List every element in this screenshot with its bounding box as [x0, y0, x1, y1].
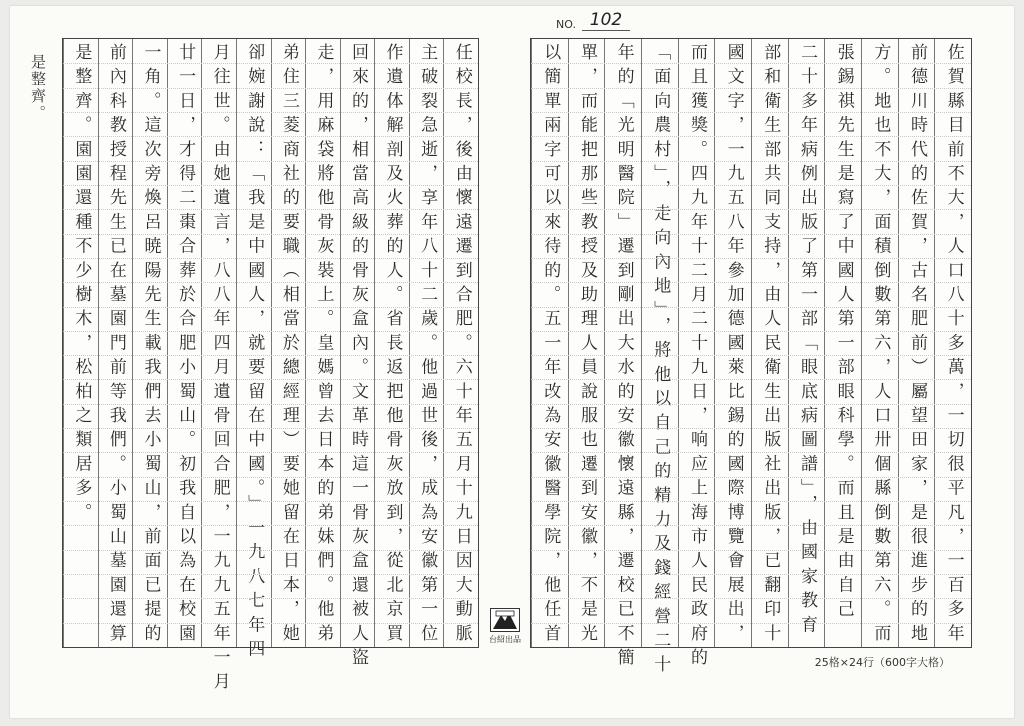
left-column-12: [63, 39, 98, 647]
right-column-10: [604, 39, 641, 673]
grid-row-line: [63, 258, 478, 259]
mountain-logo-icon: [490, 608, 520, 632]
grid-row-line: [63, 623, 478, 624]
right-column-4: [824, 39, 861, 647]
left-column-3-text: 作遺体解剖及火葬的人。省長返把他骨灰放到，從北京買: [382, 43, 403, 648]
grid-row-line: [63, 234, 478, 235]
grid-row-line: [531, 598, 971, 599]
grid-row-line: [63, 404, 478, 405]
grid-row-line: [531, 379, 971, 380]
grid-row-line: [531, 209, 971, 210]
right-column-12-text: 以簡單兩字可以來待的。五一年改為安徽醫學院，他任首: [540, 43, 561, 648]
grid-row-line: [531, 623, 971, 624]
grid-row-line: [531, 525, 971, 526]
grid-row-line: [63, 331, 478, 332]
left-column-6: [271, 39, 306, 647]
grid-row-line: [531, 404, 971, 405]
grid-row-line: [531, 258, 971, 259]
grid-row-line: [531, 355, 971, 356]
left-column-9-text: 廿一日，才得二棗合葬於合肥小蜀山。初我自以為在校園: [175, 43, 196, 648]
left-column-7-text: 卻婉謝說：「我是中國人，就要留在中國。」一九八七年四: [244, 43, 265, 664]
grid-row-line: [531, 282, 971, 283]
grid-row-line: [63, 452, 478, 453]
grid-row-line: [531, 112, 971, 113]
left-column-10: [132, 39, 167, 647]
right-column-11-text: 單，而能把那些教授及助理人員說服也遷到安徽，不是光: [576, 43, 597, 648]
grid-row-line: [531, 88, 971, 89]
page-number-label: NO.: [556, 18, 576, 31]
grid-row-line: [63, 598, 478, 599]
grid-row-line: [531, 574, 971, 575]
grid-row-line: [63, 428, 478, 429]
right-column-5-text: 二十多年病例出版了第一部「眼底病圖譜」，由國家教育: [796, 43, 817, 640]
left-column-5: [305, 39, 340, 647]
left-column-2: [409, 39, 444, 647]
right-column-5: [788, 39, 825, 647]
right-column-8-text: 而且獲獎。四九年十二月二十九日，响应上海市人民政府的: [686, 43, 707, 673]
grid-row-line: [63, 112, 478, 113]
left-column-2-text: 主破裂急逝，享年八十二歲。他過世後，成為安徽第一位: [417, 43, 438, 648]
grid-row-line: [531, 185, 971, 186]
grid-row-line: [63, 379, 478, 380]
left-manuscript-grid: [62, 38, 479, 697]
grid-row-line: [531, 452, 971, 453]
left-column-4: [340, 39, 375, 673]
left-column-11-text: 前內科教授程先生已在墓園門前等我們。小蜀山墓園還算: [105, 43, 126, 648]
right-column-2-text: 前德川時代的佐賀，古名肥前）屬望田家，是很進步的地: [906, 43, 927, 648]
left-column-12-text: 是整齊。園園還種不少樹木，松柏之類居多。: [71, 43, 92, 527]
right-column-7: [714, 39, 751, 647]
right-column-4-text: 張錫祺先生是寫了中國人第一部眼科學。而且是由自己: [833, 43, 854, 624]
grid-row-line: [531, 331, 971, 332]
left-column-1-text: 任校長，後由懷遠遷到合肥。六十年五月十九日因大動脈: [451, 43, 472, 648]
grid-row-line: [531, 63, 971, 64]
publisher-logo: [486, 608, 524, 645]
right-column-1: [934, 39, 971, 647]
left-column-4-text: 回來的，相當高級的骨灰盒內。文革時這一骨灰盒還被人盜: [347, 43, 368, 673]
grid-row-line: [63, 525, 478, 526]
right-column-2: [898, 39, 935, 647]
grid-row-line: [63, 136, 478, 137]
left-column-10-text: 一角。這次旁煥呂暁陽先生載我們去小蜀山，前面已提的: [140, 43, 161, 648]
left-column-5-text: 走，用麻袋將他骨灰裝上。皇媽曾去日本的弟妹們。他弟: [313, 43, 334, 648]
grid-row-line: [531, 161, 971, 162]
right-column-11: [568, 39, 605, 647]
grid-row-line: [531, 234, 971, 235]
grid-row-line: [63, 161, 478, 162]
left-column-1: [443, 39, 478, 647]
grid-row-line: [531, 136, 971, 137]
left-column-8: [201, 39, 236, 697]
manuscript-sheet: [10, 6, 1014, 718]
right-column-6: [751, 39, 788, 647]
grid-row-line: [63, 355, 478, 356]
grid-row-line: [63, 63, 478, 64]
right-column-7-text: 國文字，一九五八年參加德國萊比錫的國際博覽會展出，: [723, 43, 744, 648]
grid-row-line: [531, 550, 971, 551]
left-column-7: [236, 39, 271, 664]
margin-note: 是整齊。: [29, 54, 47, 122]
grid-row-line: [63, 185, 478, 186]
left-column-9: [167, 39, 202, 647]
left-column-3: [374, 39, 409, 647]
right-column-10-text: 年的「光明醫院」遷到剛出大水的安徽懷遠縣，遷校已不簡: [613, 43, 634, 673]
left-column-8-text: 月往世。由她遺言，八八年四月遺骨回合肥，一九九五年一月: [209, 43, 230, 697]
right-column-9: [641, 39, 678, 680]
right-column-3-text: 方。地也不大，面積倒數第六，人口卅個縣倒數第六。而: [870, 43, 891, 648]
grid-row-line: [63, 88, 478, 89]
grid-row-line: [63, 477, 478, 478]
grid-row-line: [63, 550, 478, 551]
page-number-value: 102: [582, 10, 630, 31]
left-column-11: [98, 39, 133, 647]
grid-row-line: [531, 428, 971, 429]
right-column-3: [861, 39, 898, 647]
grid-row-line: [531, 307, 971, 308]
right-column-1-text: 佐賀縣目前不大，人口八十多萬，一切很平凡，一百多年: [943, 43, 964, 648]
grid-row-line: [63, 282, 478, 283]
left-column-6-text: 弟住三菱商社的要職（相當於總經理）要她留在日本，她: [278, 43, 299, 648]
grid-row-line: [531, 501, 971, 502]
right-column-9-text: 「面向農村」，走向內地」，將他以自己的精力及錢經營二十: [650, 43, 671, 680]
grid-row-line: [531, 477, 971, 478]
grid-row-line: [63, 574, 478, 575]
right-column-8: [678, 39, 715, 673]
grid-row-line: [63, 501, 478, 502]
grid-spec-label: 25格×24行（600字大格）: [814, 656, 950, 669]
right-column-6-text: 部和衛生部共同支持，由人民衛生出版社出版，已翻印十: [760, 43, 781, 648]
right-column-12: [531, 39, 568, 647]
publisher-caption: 台紹出品: [489, 635, 521, 644]
grid-row-line: [63, 209, 478, 210]
grid-row-line: [63, 307, 478, 308]
